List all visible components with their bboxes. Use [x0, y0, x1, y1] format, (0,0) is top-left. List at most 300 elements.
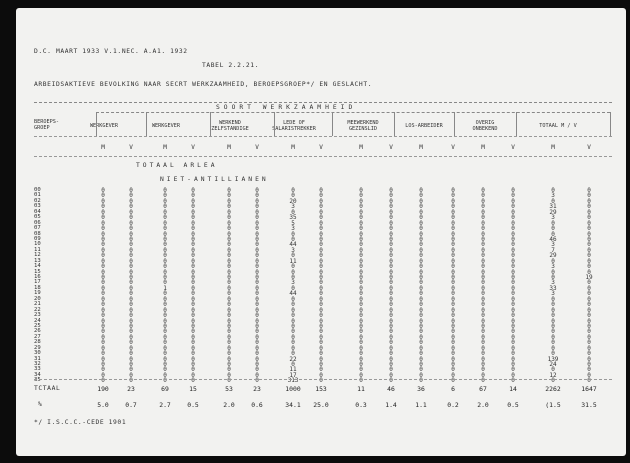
column-group-header: WERKGEVER — [151, 123, 181, 129]
table-cell: 0 — [389, 268, 393, 276]
table-cell: 0 — [389, 344, 393, 352]
percent-cell: (1.5 — [545, 401, 561, 409]
percent-label: % — [38, 401, 43, 408]
table-cell: 0 — [587, 263, 591, 271]
table-cell: 0 — [255, 366, 259, 374]
table-cell: 0 — [359, 257, 363, 265]
table-cell: 0 — [255, 350, 259, 358]
sex-header: M — [359, 144, 363, 151]
table-cell: 0 — [191, 225, 195, 233]
table-cell: 0 — [551, 274, 555, 281]
table-cell: 0 — [359, 279, 363, 287]
table-cell: 0 — [227, 279, 231, 287]
table-cell: 0 — [451, 192, 455, 200]
table-cell: 0 — [319, 295, 323, 303]
table-cell: 0 — [101, 279, 105, 287]
table-cell: 0 — [419, 268, 423, 276]
table-cell: 0 — [587, 225, 591, 233]
row-label: 34 — [34, 371, 41, 378]
table-cell: 0 — [389, 214, 393, 222]
sex-header: M — [419, 144, 423, 151]
table-cell: 0 — [129, 274, 133, 281]
table-cell: 0 — [163, 252, 167, 260]
row-label: 30 — [34, 350, 41, 357]
table-cell: 0 — [191, 257, 195, 265]
table-cell: 0 — [389, 187, 393, 194]
total-cell: 2262 — [545, 385, 561, 393]
table-cell: 0 — [389, 366, 393, 374]
table-cell: 0 — [227, 208, 231, 216]
table-cell: 0 — [227, 214, 231, 222]
table-title: ARBEIDSAKTIEVE BEVOLKING NAAR SECRT WERKZAAMHEID, BEROEPSGROEP*/ EN GESLACHT. — [34, 81, 373, 88]
table-cell: 0 — [163, 290, 167, 298]
table-cell: 0 — [511, 230, 515, 238]
table-cell: 0 — [129, 192, 133, 200]
row-label: 05 — [34, 214, 41, 221]
row-label: 31 — [34, 355, 41, 362]
table-cell: 0 — [291, 306, 295, 314]
table-cell: 0 — [319, 235, 323, 243]
table-cell: 0 — [419, 225, 423, 233]
row-label: 28 — [34, 339, 41, 346]
table-cell: 0 — [255, 203, 259, 211]
table-cell: 0 — [191, 252, 195, 260]
column-group-header: LOS-ARBEIDER — [405, 123, 443, 129]
table-cell: 22 — [289, 355, 297, 363]
data-column — [408, 188, 434, 384]
table-cell: 0 — [101, 350, 105, 358]
table-cell: 0 — [451, 279, 455, 287]
table-cell: 0 — [451, 284, 455, 292]
table-cell: 0 — [191, 246, 195, 254]
table-cell: 0 — [255, 192, 259, 200]
table-cell: 0 — [481, 295, 485, 303]
table-cell: 0 — [389, 322, 393, 330]
table-cell: 0 — [163, 350, 167, 358]
table-cell: 0 — [101, 225, 105, 233]
total-cell: 67 — [479, 385, 487, 393]
table-cell: 0 — [419, 355, 423, 363]
table-cell: 0 — [291, 284, 295, 292]
column-divider — [516, 112, 517, 136]
table-cell: 0 — [163, 306, 167, 314]
table-cell: 0 — [319, 252, 323, 260]
table-cell: 0 — [129, 279, 133, 287]
data-column — [118, 188, 144, 384]
table-cell: 0 — [511, 328, 515, 336]
table-cell: 0 — [511, 301, 515, 309]
column-group-header: OVERIG ONBEKEND — [472, 120, 498, 132]
table-cell: 0 — [227, 230, 231, 238]
table-cell: 0 — [227, 263, 231, 271]
table-cell: 0 — [359, 350, 363, 358]
table-cell: 0 — [319, 355, 323, 363]
table-cell: 0 — [255, 290, 259, 298]
table-cell: 0 — [511, 246, 515, 254]
table-cell: 0 — [319, 371, 323, 379]
table-cell: 0 — [191, 284, 195, 292]
table-cell: 0 — [511, 350, 515, 358]
table-cell: 0 — [481, 252, 485, 260]
table-cell: 0 — [451, 377, 455, 385]
table-cell: 35 — [289, 214, 297, 222]
table-cell: 0 — [511, 377, 515, 385]
table-cell: 0 — [191, 208, 195, 216]
table-cell: 0 — [481, 361, 485, 368]
row-label: 18 — [34, 284, 41, 291]
table-cell: 0 — [481, 333, 485, 341]
table-cell: 0 — [481, 339, 485, 347]
table-cell: 0 — [359, 203, 363, 211]
table-cell: 0 — [359, 263, 363, 271]
table-cell: 0 — [587, 355, 591, 363]
table-cell: 0 — [191, 339, 195, 347]
table-cell: 0 — [359, 268, 363, 276]
totaal-label: TCTAAL — [34, 385, 61, 392]
table-cell: 0 — [101, 377, 105, 385]
table-cell: 0 — [101, 284, 105, 292]
table-cell: 0 — [451, 317, 455, 325]
table-cell: 0 — [451, 301, 455, 309]
table-cell: 0 — [129, 301, 133, 309]
table-cell: 0 — [191, 214, 195, 222]
table-cell: 0 — [319, 339, 323, 347]
table-cell: 0 — [587, 252, 591, 260]
table-cell: 0 — [291, 328, 295, 336]
table-cell: 0 — [389, 350, 393, 358]
total-cell: 53 — [225, 385, 233, 393]
table-cell: 0 — [481, 235, 485, 243]
table-cell: 0 — [587, 203, 591, 211]
data-column — [576, 188, 602, 384]
table-cell: 0 — [101, 317, 105, 325]
row-label: 23 — [34, 312, 41, 319]
table-cell: 0 — [101, 197, 105, 205]
table-cell: 0 — [511, 290, 515, 298]
table-cell: 0 — [255, 246, 259, 254]
table-cell: 0 — [163, 322, 167, 330]
table-cell: 0 — [587, 192, 591, 200]
table-cell: 3 — [291, 225, 295, 233]
table-cell: 0 — [319, 197, 323, 205]
table-cell: 0 — [451, 361, 455, 368]
table-cell: 0 — [419, 257, 423, 265]
table-cell: 0 — [587, 208, 591, 216]
table-cell: 0 — [191, 263, 195, 271]
table-cell: 0 — [191, 344, 195, 352]
table-cell: 0 — [389, 225, 393, 233]
table-cell: 0 — [191, 241, 195, 249]
table-cell: 0 — [451, 252, 455, 260]
table-cell: 0 — [511, 333, 515, 341]
table-cell: 0 — [587, 377, 591, 385]
table-cell: 0 — [481, 274, 485, 281]
table-cell: 0 — [587, 328, 591, 336]
table-cell: 0 — [419, 284, 423, 292]
table-cell: 0 — [511, 312, 515, 320]
table-cell: 0 — [319, 225, 323, 233]
table-cell: 0 — [587, 219, 591, 227]
table-cell: 0 — [163, 317, 167, 325]
table-cell: 0 — [191, 301, 195, 309]
table-cell: 0 — [551, 322, 555, 330]
table-cell: 0 — [451, 274, 455, 281]
percent-cell: 25.0 — [313, 401, 329, 409]
table-cell: 7 — [551, 246, 555, 254]
table-cell: 0 — [227, 371, 231, 379]
table-cell: 0 — [587, 284, 591, 292]
table-cell: 0 — [419, 317, 423, 325]
data-column — [440, 188, 466, 384]
row-label: 16 — [34, 274, 41, 280]
table-cell: 0 — [255, 257, 259, 265]
table-cell: 0 — [587, 339, 591, 347]
table-cell: 0 — [359, 371, 363, 379]
table-cell: 0 — [255, 187, 259, 194]
table-cell: 0 — [359, 295, 363, 303]
table-cell: 0 — [163, 312, 167, 320]
table-cell: 0 — [389, 301, 393, 309]
row-label: 35 — [34, 377, 41, 384]
table-cell: 0 — [101, 235, 105, 243]
table-cell: 0 — [481, 241, 485, 249]
table-cell: 0 — [587, 187, 591, 194]
table-cell: 0 — [319, 366, 323, 374]
table-cell: 0 — [255, 312, 259, 320]
table-cell: 0 — [587, 317, 591, 325]
table-cell: 0 — [227, 361, 231, 368]
table-cell: 0 — [587, 241, 591, 249]
table-cell: 0 — [191, 333, 195, 341]
table-cell: 0 — [481, 377, 485, 385]
table-cell: 0 — [255, 361, 259, 368]
table-cell: 0 — [129, 208, 133, 216]
document-page — [16, 8, 626, 456]
table-cell: 0 — [481, 322, 485, 330]
table-cell: 0 — [551, 295, 555, 303]
table-cell: 0 — [359, 301, 363, 309]
table-cell: 0 — [129, 268, 133, 276]
table-cell: 0 — [587, 295, 591, 303]
table-cell: 3 — [551, 263, 555, 271]
table-cell: 0 — [419, 333, 423, 341]
table-cell: 0 — [227, 301, 231, 309]
table-cell: 0 — [227, 225, 231, 233]
table-cell: 5 — [291, 219, 295, 227]
table-cell: 0 — [101, 290, 105, 298]
table-cell: 0 — [511, 344, 515, 352]
table-cell: 0 — [587, 279, 591, 287]
table-cell: 0 — [451, 312, 455, 320]
table-cell: 0 — [227, 350, 231, 358]
table-cell: 0 — [451, 344, 455, 352]
column-group-header: LEDE OF SALARISTREKKER — [272, 120, 316, 132]
row-label: 19 — [34, 290, 41, 297]
row-label: 25 — [34, 322, 41, 329]
table-cell: 139 — [547, 355, 559, 363]
table-cell: 0 — [389, 284, 393, 292]
percent-cell: 1.4 — [385, 401, 397, 409]
table-cell: 0 — [319, 333, 323, 341]
table-cell: 0 — [359, 317, 363, 325]
table-cell: 3 — [551, 214, 555, 222]
row-label: 03 — [34, 203, 41, 210]
table-cell: 0 — [101, 295, 105, 303]
table-cell: 0 — [291, 339, 295, 347]
table-cell: 0 — [163, 377, 167, 385]
table-cell: 0 — [101, 246, 105, 254]
table-cell: 0 — [129, 225, 133, 233]
table-cell: 0 — [551, 230, 555, 238]
table-cell: 33 — [549, 284, 557, 292]
table-cell: 0 — [163, 274, 167, 281]
table-cell: 0 — [419, 295, 423, 303]
table-cell: 0 — [255, 339, 259, 347]
table-cell: 0 — [389, 192, 393, 200]
table-cell: 0 — [451, 366, 455, 374]
table-cell: 0 — [191, 197, 195, 205]
table-cell: 0 — [163, 257, 167, 265]
table-cell: 0 — [481, 257, 485, 265]
table-cell: 0 — [255, 306, 259, 314]
table-cell: 3 — [291, 279, 295, 287]
table-cell: 0 — [587, 306, 591, 314]
sex-header: V — [451, 144, 455, 151]
table-cell: 0 — [511, 274, 515, 281]
table-cell: 0 — [227, 284, 231, 292]
table-cell: 0 — [359, 187, 363, 194]
table-cell: 0 — [255, 235, 259, 243]
table-cell: 0 — [255, 355, 259, 363]
table-cell: 0 — [255, 214, 259, 222]
table-cell: 0 — [101, 371, 105, 379]
table-cell: 0 — [419, 203, 423, 211]
table-cell: 0 — [389, 197, 393, 205]
table-cell: 0 — [227, 317, 231, 325]
table-cell: 46 — [549, 235, 557, 243]
table-cell: 0 — [227, 377, 231, 385]
table-cell: 0 — [419, 371, 423, 379]
table-cell: 0 — [511, 257, 515, 265]
section-label-niet-antillianen: NIET-ANTILLIANEN — [160, 176, 269, 183]
table-cell: 0 — [319, 187, 323, 194]
table-cell: 0 — [255, 230, 259, 238]
table-cell: 29 — [549, 208, 557, 216]
table-cell: 11 — [289, 366, 297, 374]
sex-header: M — [481, 144, 485, 151]
table-cell: 3 — [551, 279, 555, 287]
table-cell: 0 — [359, 328, 363, 336]
table-cell: 0 — [191, 274, 195, 281]
row-label: 02 — [34, 197, 41, 204]
table-cell: 17 — [289, 371, 297, 379]
sex-header: V — [191, 144, 195, 151]
table-cell: 0 — [255, 225, 259, 233]
table-cell: 0 — [101, 366, 105, 374]
document-header: D.C. MAART 1933 V.1.NEC. A.A1. 1932 — [34, 48, 188, 55]
table-cell: 0 — [511, 322, 515, 330]
table-cell: 0 — [359, 197, 363, 205]
table-cell: 0 — [511, 187, 515, 194]
table-cell: 0 — [419, 214, 423, 222]
table-cell: 0 — [163, 192, 167, 200]
total-cell: 6 — [451, 385, 455, 393]
table-cell: 0 — [587, 246, 591, 254]
table-cell: 0 — [291, 192, 295, 200]
table-cell: 0 — [319, 301, 323, 309]
table-cell: 0 — [551, 225, 555, 233]
column-divider — [610, 112, 611, 136]
table-cell: 0 — [481, 187, 485, 194]
table-cell: 0 — [419, 366, 423, 374]
table-cell: 0 — [587, 197, 591, 205]
percent-cell: 1.1 — [415, 401, 427, 409]
table-cell: 0 — [191, 306, 195, 314]
table-cell: 0 — [481, 312, 485, 320]
data-column — [348, 188, 374, 384]
table-cell: 0 — [451, 295, 455, 303]
table-cell: 0 — [359, 214, 363, 222]
table-cell: 0 — [319, 192, 323, 200]
table-cell: 0 — [163, 235, 167, 243]
table-cell: 0 — [551, 306, 555, 314]
table-cell: 0 — [101, 203, 105, 211]
table-cell: 0 — [419, 208, 423, 216]
table-cell: 0 — [389, 203, 393, 211]
table-cell: 0 — [255, 279, 259, 287]
table-cell: 0 — [319, 219, 323, 227]
percent-cell: 5.0 — [97, 401, 109, 409]
table-cell: 0 — [101, 328, 105, 336]
table-cell: 0 — [481, 284, 485, 292]
table-cell: 0 — [511, 317, 515, 325]
table-cell: 0 — [419, 344, 423, 352]
row-label: 22 — [34, 306, 41, 313]
table-cell: 0 — [163, 366, 167, 374]
column-divider — [146, 112, 147, 136]
table-cell: 0 — [451, 187, 455, 194]
total-cell: 36 — [417, 385, 425, 393]
percent-cell: 0.7 — [125, 401, 137, 409]
column-group-header: MEEWERKEND GEZINSLID — [347, 120, 379, 132]
table-cell: 0 — [319, 274, 323, 281]
table-cell: 0 — [101, 192, 105, 200]
data-column — [244, 188, 270, 384]
table-cell: 0 — [481, 268, 485, 276]
table-cell: 0 — [419, 274, 423, 281]
table-cell: 0 — [319, 322, 323, 330]
table-cell: 0 — [419, 187, 423, 194]
row-label: 11 — [34, 246, 41, 253]
table-cell: 0 — [419, 322, 423, 330]
table-cell: 0 — [389, 263, 393, 271]
table-cell: 0 — [191, 235, 195, 243]
table-cell: 0 — [451, 355, 455, 363]
table-cell: 0 — [255, 301, 259, 309]
table-cell: 0 — [319, 328, 323, 336]
table-cell: 0 — [129, 339, 133, 347]
table-cell: 0 — [451, 268, 455, 276]
table-cell: 0 — [419, 279, 423, 287]
table-cell: 0 — [227, 366, 231, 374]
percent-cell: 0.6 — [251, 401, 263, 409]
table-cell: 0 — [129, 333, 133, 341]
table-cell: 0 — [359, 361, 363, 368]
table-cell: 0 — [511, 355, 515, 363]
table-cell: 0 — [419, 377, 423, 385]
section-label-totaal: TOTAAL ARLEA — [136, 162, 218, 169]
table-cell: 0 — [163, 355, 167, 363]
